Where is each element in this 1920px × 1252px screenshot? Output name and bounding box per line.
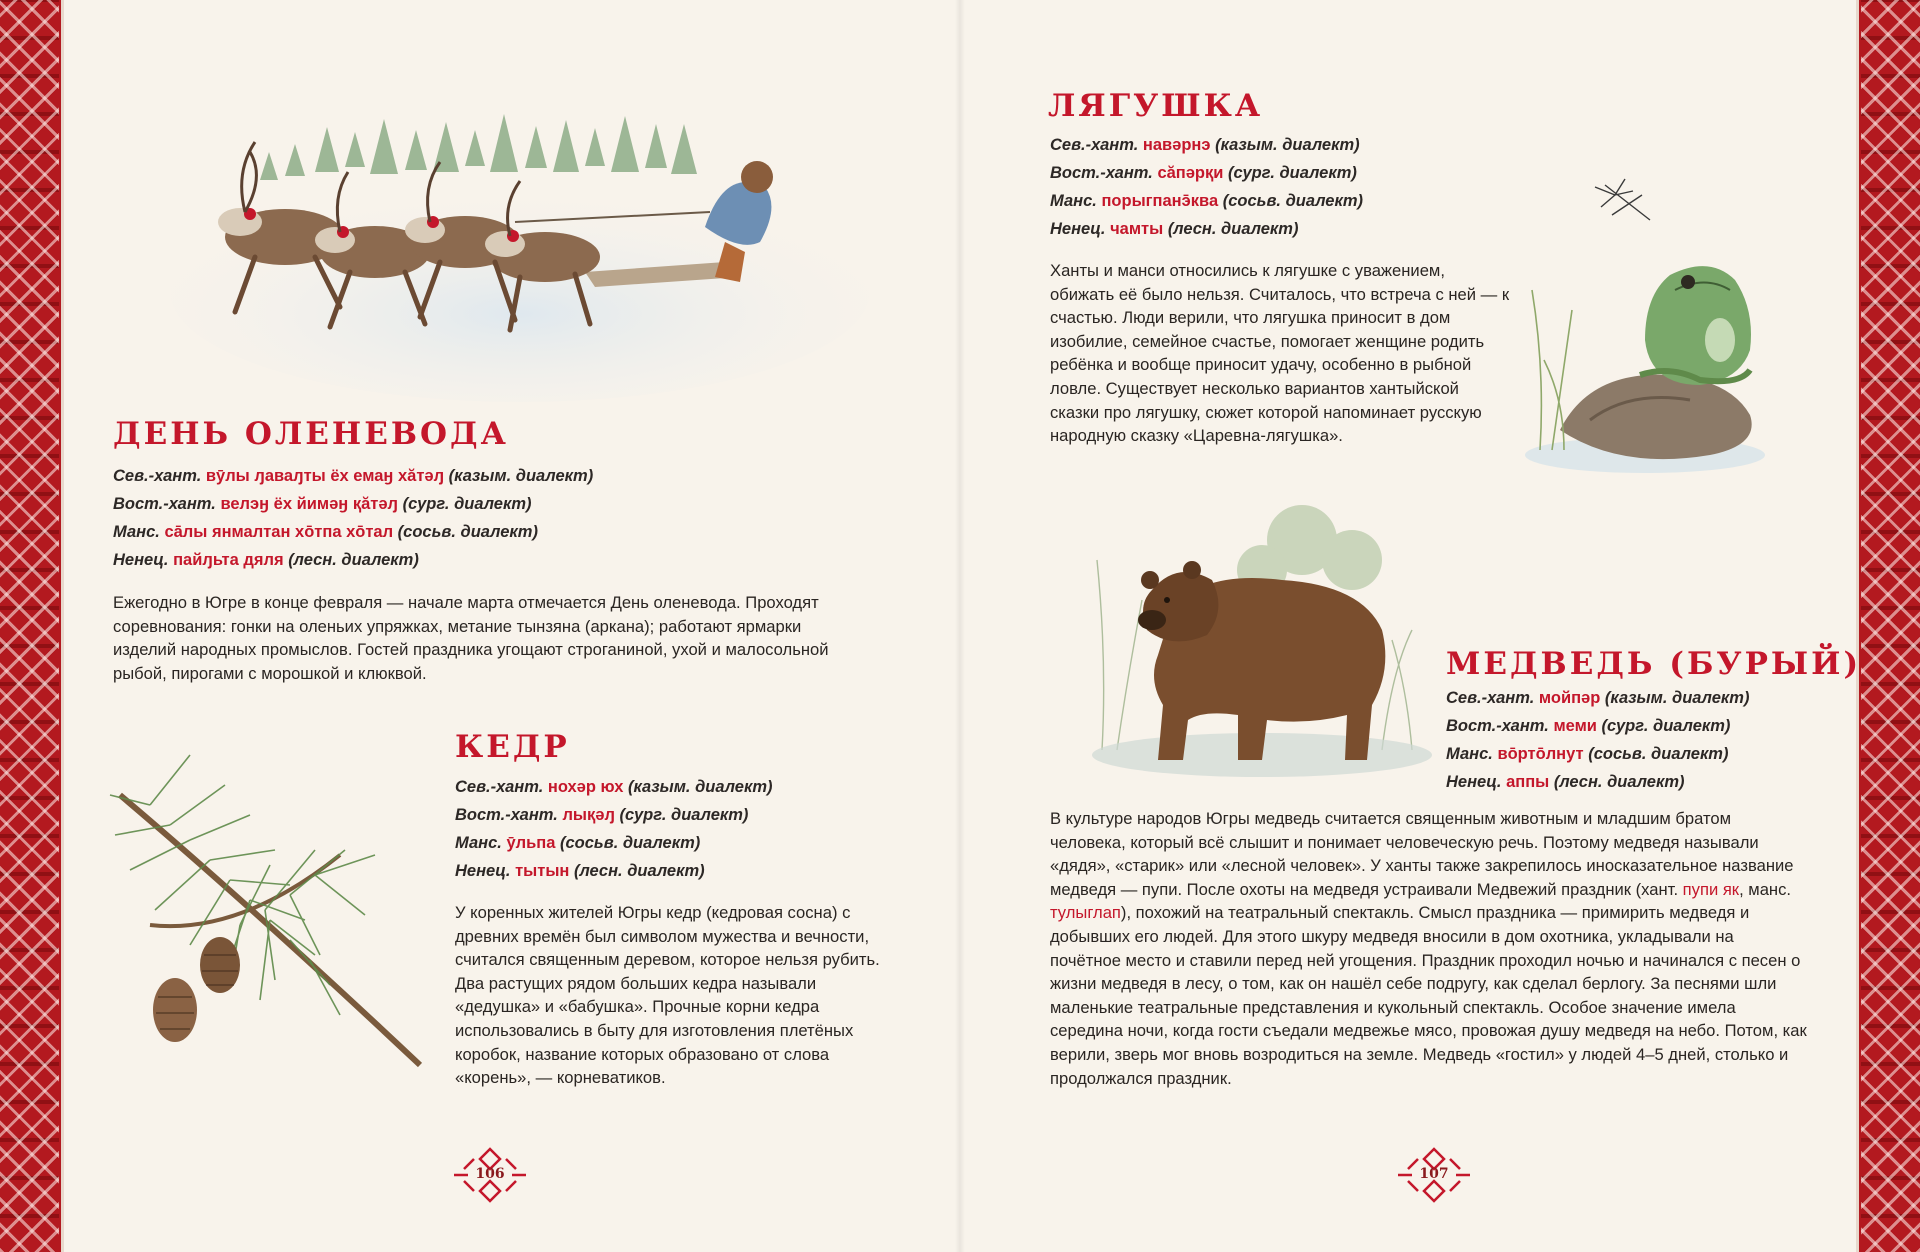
- dialect-name: (лесн. диалект): [288, 551, 419, 569]
- dialect-name: (сург. диалект): [619, 806, 749, 824]
- dialect-word: ӯльпа: [506, 834, 556, 852]
- dialect-item: [113, 518, 593, 546]
- dialect-name: (сосьв. диалект): [397, 523, 538, 541]
- dialect-lang: Вост.-хант.: [1446, 717, 1549, 735]
- dialect-lang: Вост.-хант.: [1050, 164, 1153, 182]
- dialect-lang: Манс.: [1446, 745, 1493, 763]
- page-number-left: [448, 1145, 532, 1205]
- dialect-word: нохәр юх: [547, 778, 624, 796]
- dialect-item: [1446, 684, 1749, 712]
- ornament-border-left: [0, 0, 64, 1252]
- dialect-word: меми: [1553, 717, 1597, 735]
- reindeer-day-heading: ДЕНЬ ОЛЕНЕВОДА: [113, 416, 509, 452]
- bear-text-part: , манс.: [1739, 879, 1792, 899]
- dialect-lang: Ненец.: [113, 551, 169, 569]
- dialect-word: чамты: [1110, 220, 1164, 238]
- dialect-name: (казым. диалект): [1215, 136, 1360, 154]
- cedar-heading: КЕДР: [455, 729, 570, 765]
- dialect-item: [1050, 215, 1363, 243]
- cedar-branch-illustration: [90, 735, 450, 1095]
- frog-illustration: [1520, 170, 1805, 480]
- bear-dialect-list: [1446, 684, 1749, 796]
- dialect-word: пайԓьта дяля: [173, 551, 284, 569]
- dialect-lang: Вост.-хант.: [113, 495, 216, 513]
- bear-text-part: В культуре народов Югры медведь считается священным животным и младшим братом человека, который всё слышит и понимает человеческую речь. Поэтому медведя называли «дядя», «старик» или «лесной человек». У ханты также закрепилось иносказательное название медведя — пупи. После охоты на медведя устраивали Медвежий праздник (хант.: [1050, 809, 1794, 899]
- dialect-name: (казым. диалект): [1604, 689, 1750, 707]
- dialect-name: (сург. диалект): [1601, 717, 1731, 735]
- dialect-item: [113, 546, 593, 574]
- bear-heading: МЕДВЕДЬ (БУРЫЙ): [1446, 646, 1862, 682]
- book-spine: [955, 0, 965, 1252]
- ornament-border-right: [1856, 0, 1920, 1252]
- reindeer-day-text: Ежегодно в Югре в конце февраля — начале марта отмечается День оленевода. Проходят соревнования: гонки на оленьих упряжках, метание тынзяна (аркана); работают ярмарки изделий народных промыслов. Гостей праздника угощают строганиной, ухой и малосольной рыбой, пирогами с морошкой и клюквой.: [113, 593, 829, 683]
- dialect-lang: Манс.: [455, 834, 502, 852]
- dialect-item: [455, 773, 773, 801]
- dialect-item: [1446, 768, 1749, 796]
- dialect-item: [1050, 131, 1363, 159]
- dialect-name: (сосьв. диалект): [1588, 745, 1729, 763]
- page-number-right: [1392, 1145, 1476, 1205]
- dialect-word: вӯлы ԓаваԓты ёх емаӈ хӑтәԓ: [205, 467, 445, 485]
- dialect-name: (сосьв. диалект): [560, 834, 701, 852]
- dialect-name: (лесн. диалект): [573, 862, 705, 880]
- dialect-name: (сосьв. диалект): [1222, 192, 1363, 210]
- dialect-item: [1446, 712, 1749, 740]
- dialect-name: (казым. диалект): [448, 467, 594, 485]
- dialect-lang: Манс.: [1050, 192, 1097, 210]
- dialect-item: [113, 490, 593, 518]
- dialect-name: (лесн. диалект): [1167, 220, 1299, 238]
- dialect-lang: Ненец.: [1050, 220, 1106, 238]
- dialect-word: велэӈ ёх йимәӈ қӑтәԓ: [220, 495, 399, 513]
- dialect-lang: Манс.: [113, 523, 160, 541]
- dialect-lang: Сев.-хант.: [1050, 136, 1139, 154]
- frog-dialect-list: [1050, 131, 1363, 243]
- dialect-item: [455, 801, 773, 829]
- dialect-lang: Сев.-хант.: [1446, 689, 1535, 707]
- dialect-lang: Вост.-хант.: [455, 806, 558, 824]
- bear-text-part: ), похожий на театральный спектакль. Смысл праздника — примирить медведя и добывших его людей. Для этого шкуру медведя вносили в дом охотника, укладывали на почётное место и ставили перед ней угощения. Праздник проходил ночью и начинался с песен о жизни медведя в лесу, о том, как он нашёл себе подругу, как сделал берлогу. За песнями шли маленькие театральные представления и кукольный спектакль. Особое значение имела середина ночи, когда гости съедали медвежье мясо, провожая душу медведя на небо. Потом, как верили, зверь мог вновь возродиться на земле. Медведь «гостил» у людей 4–5 дней, столько и продолжался праздник.: [1050, 903, 1807, 1088]
- dialect-lang: Ненец.: [455, 862, 511, 880]
- dialect-word: лықәԓ: [562, 806, 615, 824]
- dialect-word: порыгпанэ̄ква: [1101, 192, 1219, 210]
- dialect-lang: Сев.-хант.: [113, 467, 202, 485]
- dialect-word: сӑпәрқи: [1157, 164, 1224, 182]
- dialect-item: [1050, 187, 1363, 215]
- dialect-word: навәрнэ: [1142, 136, 1211, 154]
- dialect-name: (сург. диалект): [402, 495, 532, 513]
- dialect-item: [455, 829, 773, 857]
- dialect-lang: Ненец.: [1446, 773, 1502, 791]
- dialect-item: [113, 462, 593, 490]
- dialect-item: [455, 857, 773, 885]
- page-number-text: 106: [475, 1166, 505, 1182]
- frog-text: Ханты и манси относились к лягушке с уважением, обижать её было нельзя. Считалось, что встреча с ней — к счастью. Люди верили, что лягушка приносит в дом изобилие, семейное счастье, помогает женщине родить ребёнка и вообще приносит удачу, особенно в рыбной ловле. Существует несколько вариантов хантыйской сказки про лягушку, сюжет которой напоминает русскую народную сказку «Царевна-лягушка».: [1050, 261, 1510, 446]
- bear-text: [1050, 807, 1808, 1090]
- dialect-lang: Сев.-хант.: [455, 778, 544, 796]
- cedar-text: У коренных жителей Югры кедр (кедровая сосна) с древних времён был символом мужества и вечности, считался священным деревом, которое нельзя рубить. Два растущих рядом больших кедра называли «дедушка» и «бабушка». Прочные корни кедра использовались в быту для изготовления плетёных коробок, название которых образовано от слова «корень», — корневатиков.: [455, 903, 880, 1088]
- page-number-text: 107: [1419, 1166, 1449, 1182]
- dialect-name: (сург. диалект): [1228, 164, 1357, 182]
- dialect-word: сāлы янмалтан хōтпа хōтал: [164, 523, 394, 541]
- reindeer-day-dialect-list: [113, 462, 593, 574]
- cedar-dialect-list: [455, 773, 773, 885]
- reindeer-sled-illustration: [165, 62, 875, 402]
- frog-heading: ЛЯГУШКА: [1048, 88, 1264, 124]
- dialect-word: мойпәр: [1538, 689, 1601, 707]
- dialect-name: (казым. диалект): [627, 778, 773, 796]
- dialect-name: (лесн. диалект): [1553, 773, 1685, 791]
- bear-term: тулыглап: [1050, 903, 1121, 923]
- dialect-word: вōртōлнут: [1497, 745, 1584, 763]
- dialect-word: аппы: [1506, 773, 1550, 791]
- dialect-word: тытын: [515, 862, 570, 880]
- dialect-item: [1446, 740, 1749, 768]
- bear-illustration: [1082, 500, 1457, 780]
- dialect-item: [1050, 159, 1363, 187]
- bear-term: пупи як: [1682, 879, 1740, 899]
